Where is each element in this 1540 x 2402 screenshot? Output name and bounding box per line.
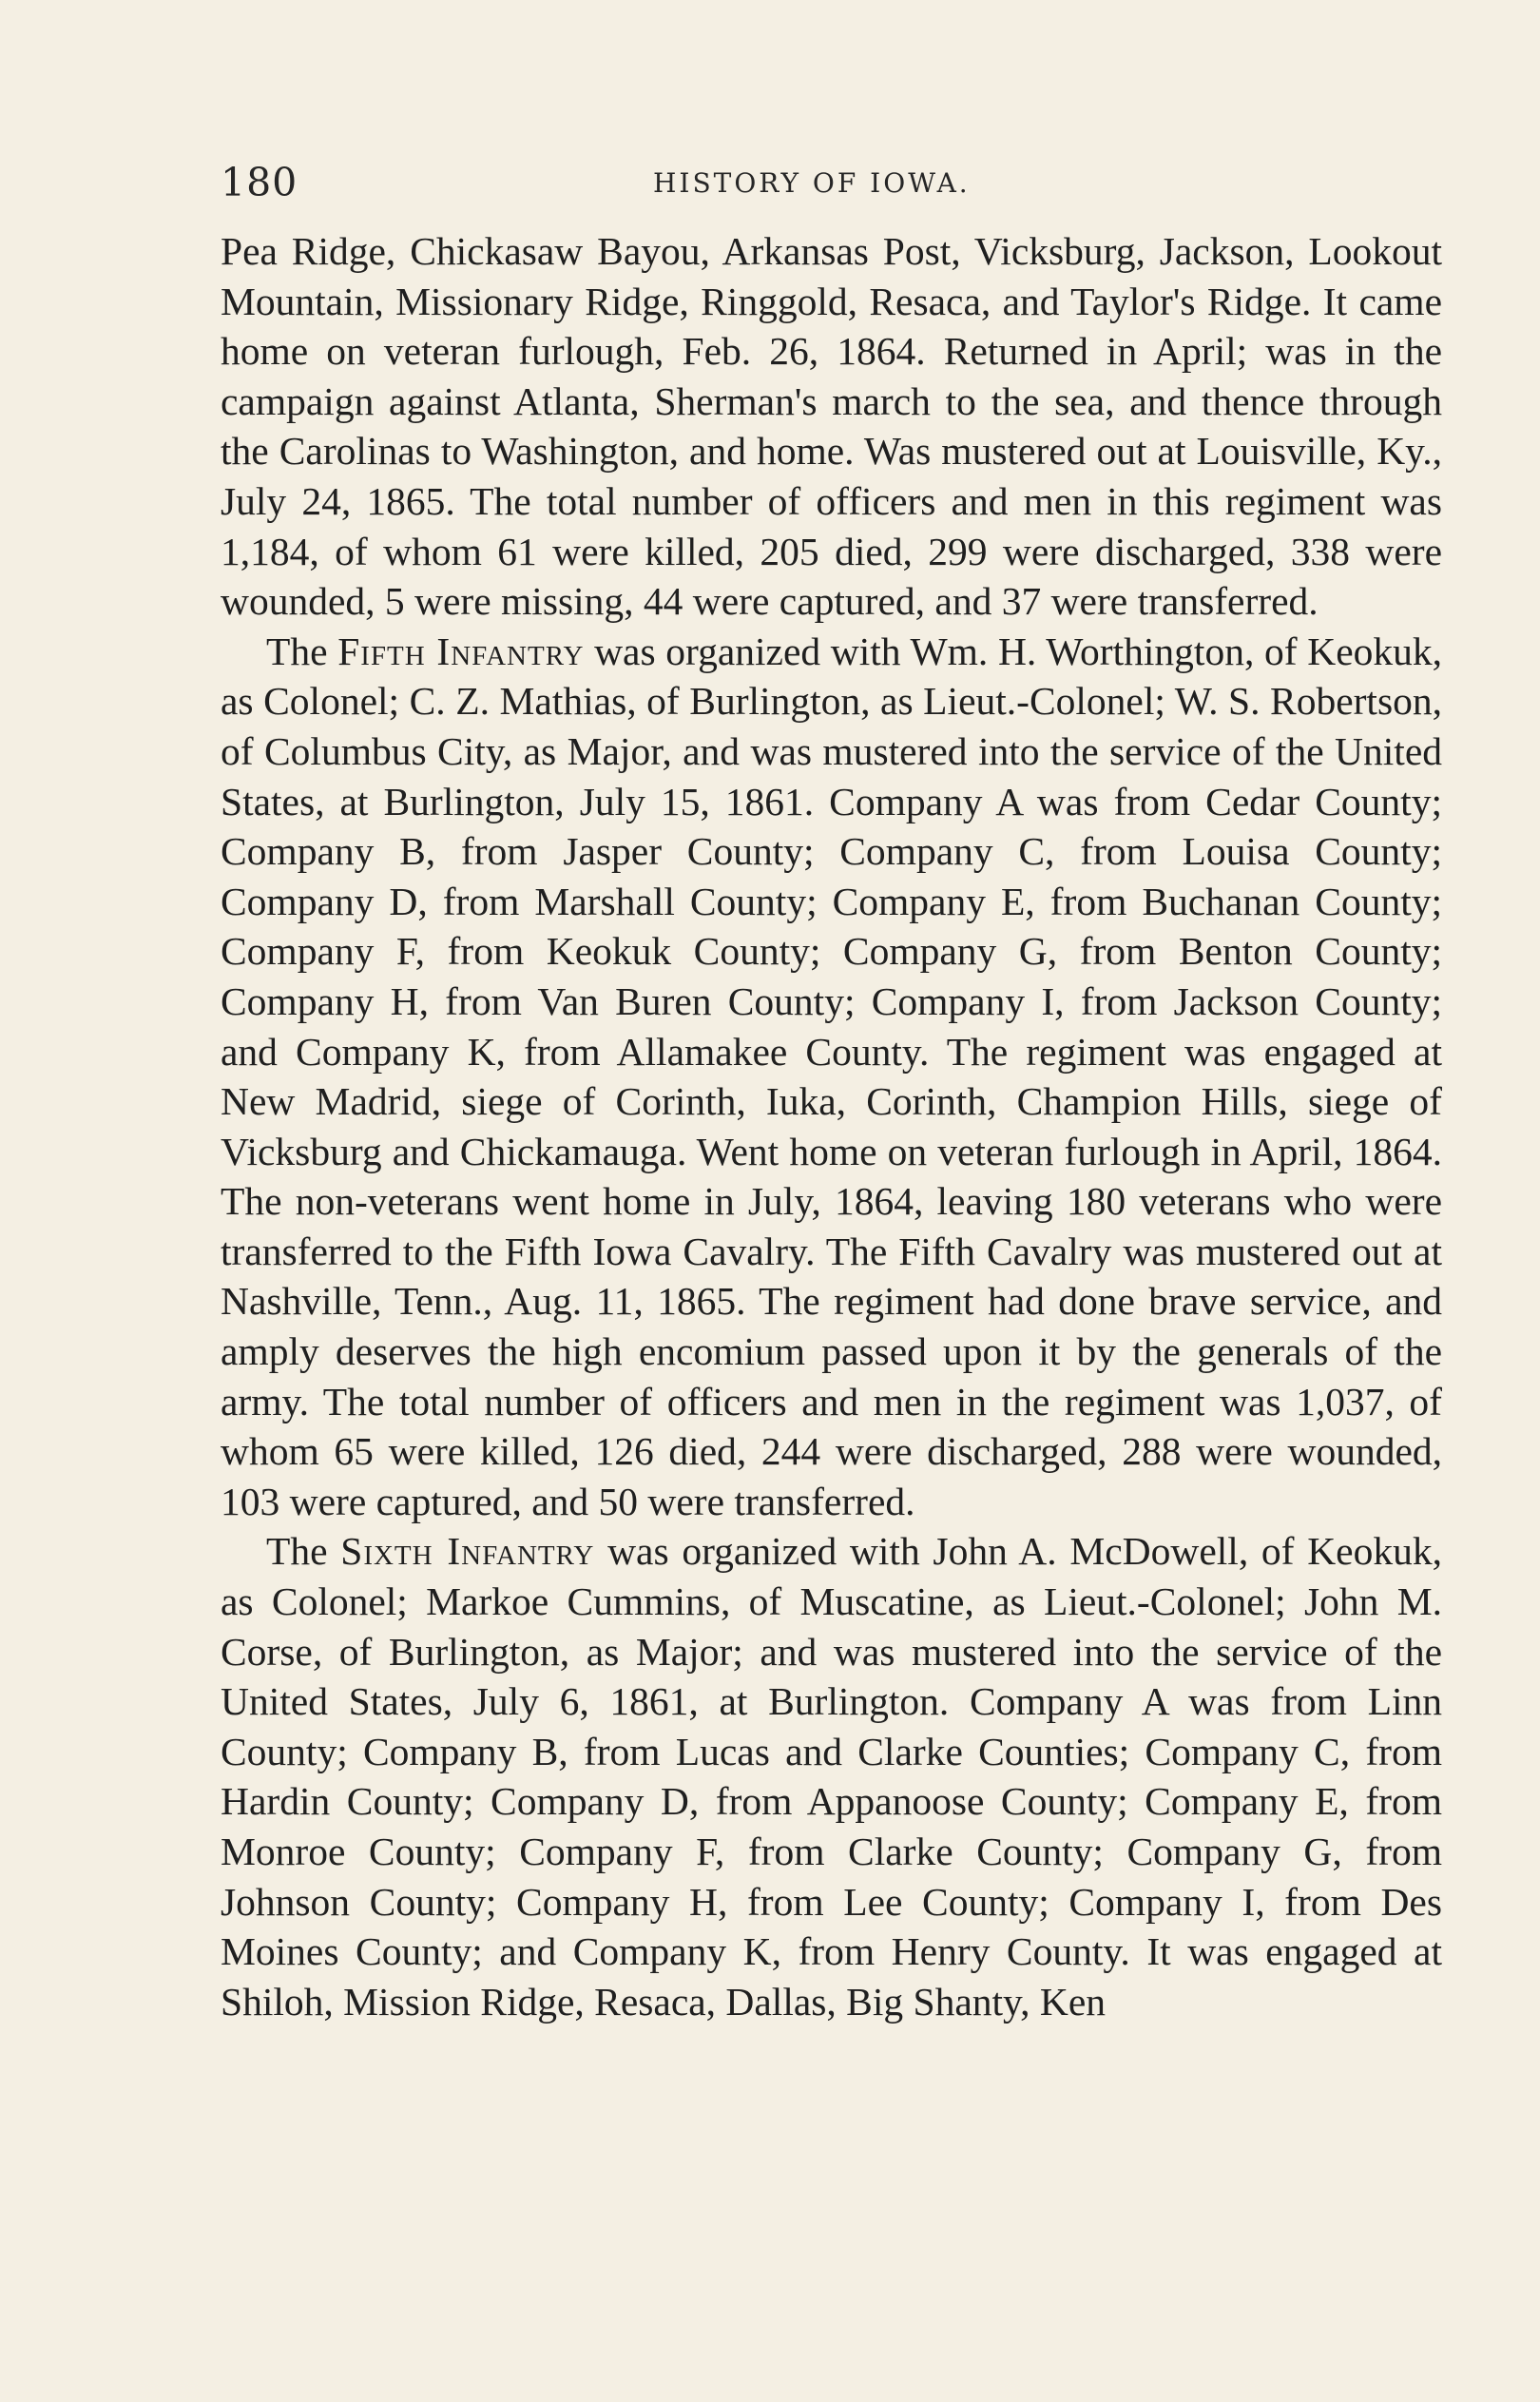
- section-heading-fifth-infantry: Fifth Infantry: [337, 629, 585, 673]
- section-heading-sixth-infantry: Sixth Infantry: [340, 1529, 595, 1574]
- paragraph-body: was organized with Wm. H. Worthington, of Keokuk, as Colonel; C. Z. Mathias, of Burlington, as Lieut.-Colonel; W. S. Robertson, of Columbus City, as Major, and was mustered into the service of the United States, at Burlington, July 15, 1861. Company A was from Cedar County; Company B, from Jasper County; Company C, from Louisa County; Company D, from Marshall County; Company E, from Buchanan County; Company F, from Keokuk County; Company G, from Benton County; Company H, from Van Buren County; Company I, from Jackson County; and Company K, from Allamakee County. The regiment was engaged at New Madrid, siege of Corinth, Iuka, Corinth, Champion Hills, siege of Vicksburg and Chickamauga. Went home on veteran furlough in April, 1864. The non-veterans went home in July, 1864, leaving 180 veterans who were transferred to the Fifth Iowa Cavalry. The Fifth Cavalry was mustered out at Nashville, Tenn., Aug. 11, 1865. The regiment had done brave service, and amply deserves the high encomium passed upon it by the generals of the army. The total number of officers and men in the regiment was 1,037, of whom 65 were killed, 126 died, 244 were discharged, 288 were wounded, 103 were captured, and 50 were transferred.: [221, 629, 1442, 1523]
- paragraph-lead-in: The: [266, 1529, 341, 1574]
- paragraph-body: was organized with John A. McDowell, of Keokuk, as Colonel; Markoe Cummins, of Muscatine, as Lieut.-Colonel; John M. Corse, of Burlington, as Major; and was mustered into the service of the United States, July 6, 1861, at Burlington. Company A was from Linn County; Company B, from Lucas and Clarke Counties; Company C, from Hardin County; Company D, from Appanoose County; Company E, from Monroe County; Company F, from Clarke County; Company G, from Johnson County; Company H, from Lee County; Company I, from Des Moines County; and Company K, from Henry County. It was engaged at Shiloh, Mission Ridge, Resaca, Dallas, Big Shanty, Ken: [221, 1529, 1442, 2024]
- paragraph-fifth-infantry: [221, 627, 1442, 1527]
- paragraph-sixth-infantry: [221, 1526, 1442, 2026]
- paragraph-continued: Pea Ridge, Chickasaw Bayou, Arkansas Post, Vicksburg, Jackson, Lookout Mountain, Missionary Ridge, Ringgold, Resaca, and Taylor's Ridge. It came home on veteran furlough, Feb. 26, 1864. Returned in April; was in the campaign against Atlanta, Sherman's march to the sea, and thence through the Carolinas to Washington, and home. Was mustered out at Louisville, Ky., July 24, 1865. The total number of officers and men in this regiment was 1,184, of whom 61 were killed, 205 died, 299 were discharged, 338 were wounded, 5 were missing, 44 were captured, and 37 were transferred.: [221, 229, 1442, 624]
- page-number: 180: [221, 160, 298, 205]
- paragraph-lead-in: The: [266, 629, 338, 673]
- body-text: [221, 226, 1442, 2026]
- running-head: HISTORY OF IOWA.: [653, 167, 971, 199]
- page-header: [221, 160, 1442, 217]
